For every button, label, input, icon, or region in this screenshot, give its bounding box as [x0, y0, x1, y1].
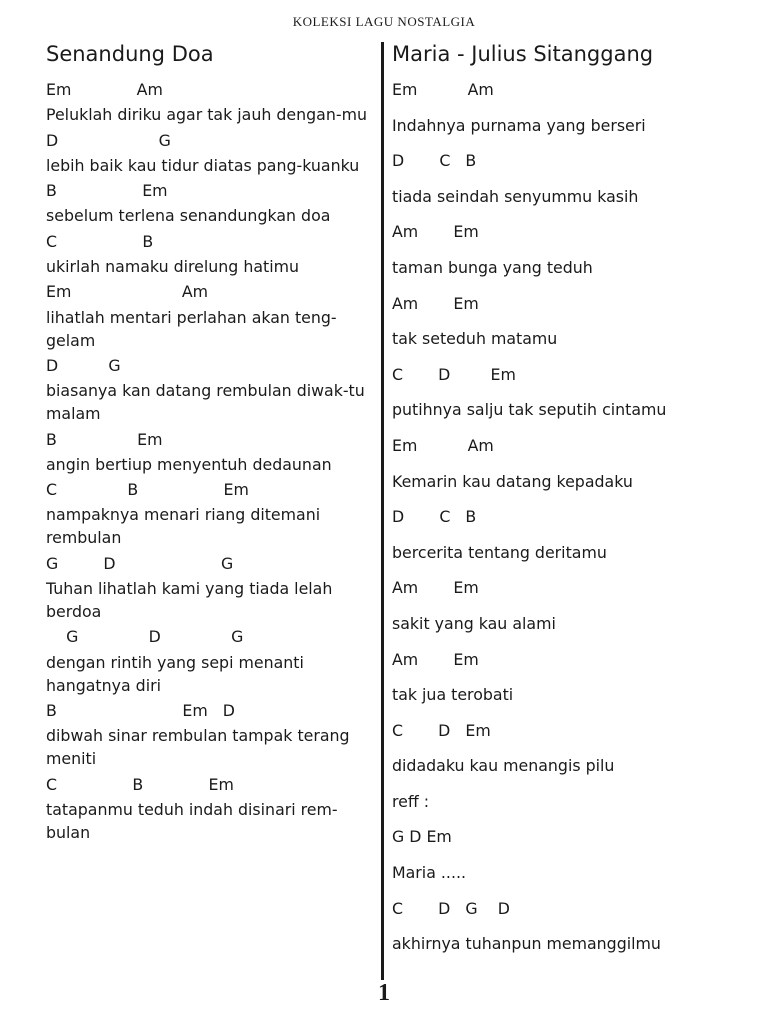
chord-line: C D Em	[392, 364, 516, 384]
chord-line: D G	[46, 355, 121, 375]
lyric-line: nampaknya menari riang ditemani rembulan	[46, 505, 321, 548]
chord-line: C B Em	[46, 480, 249, 500]
chord-line: Em Am	[392, 435, 494, 455]
chord-line: C D G D	[392, 898, 510, 918]
lyric-line: tatapanmu teduh indah disinari rem-bulan	[46, 799, 338, 842]
chord-line: B Em	[46, 181, 168, 201]
lyric-line: Tuhan lihatlah kami yang tiada lelah berdoa	[46, 579, 333, 622]
lyric-line: Maria .....	[392, 863, 467, 883]
left-song	[46, 40, 376, 845]
lyric-line: dengan rintih yang sepi menanti hangatnya diri	[46, 652, 304, 695]
left-song-title: Senandung Doa	[46, 42, 214, 66]
chord-line: G D Em	[392, 827, 452, 847]
lyric-line: taman bunga yang teduh	[392, 257, 593, 277]
column-divider	[381, 42, 384, 980]
chord-line: G D G	[46, 553, 234, 573]
lyric-line: putihnya salju tak seputih cintamu	[392, 400, 667, 420]
lyric-line: angin bertiup menyentuh dedaunan	[46, 454, 332, 474]
left-song-lines	[46, 77, 376, 844]
chord-line: Am Em	[392, 578, 479, 598]
lyric-line: ukirlah namaku direlung hatimu	[46, 257, 300, 277]
reff-label: reff :	[392, 791, 430, 811]
collection-header: KOLEKSI LAGU NOSTALGIA	[292, 14, 476, 29]
lyric-line: Indahnya purnama yang berseri	[392, 115, 646, 135]
chord-line: G D G	[46, 627, 244, 647]
lyric-line: lebih baik kau tidur diatas pang-kuanku	[46, 155, 360, 175]
chord-line: Am Em	[392, 649, 479, 669]
chord-line: D C B	[392, 151, 477, 171]
chord-line: D C B	[392, 507, 477, 527]
page-number: 1	[378, 980, 390, 1006]
lyric-line: tiada seindah senyummu kasih	[392, 186, 639, 206]
chord-line: B Em D	[46, 700, 235, 720]
chord-line: Em Am	[46, 80, 163, 99]
right-song-title: Maria - Julius Sitanggang	[392, 42, 654, 66]
chord-line: C D Em	[392, 720, 491, 740]
chord-line: Em Am	[46, 282, 209, 302]
right-song	[392, 40, 732, 967]
lyric-line: lihatlah mentari perlahan akan teng-gelam	[46, 307, 337, 350]
lyric-line: sakit yang kau alami	[392, 613, 556, 633]
chord-line: D G	[46, 130, 171, 150]
chord-line: C B Em	[46, 774, 234, 794]
lyric-line: Peluklah diriku agar tak jauh dengan-mu	[46, 105, 367, 125]
lyric-line: tak jua terobati	[392, 685, 514, 705]
lyric-line: bercerita tentang deritamu	[392, 542, 607, 562]
chord-line: Am Em	[392, 222, 479, 242]
lyric-line: sebelum terlena senandungkan doa	[46, 206, 331, 226]
lyric-line: didadaku kau menangis pilu	[392, 756, 615, 776]
chord-line: C B	[46, 231, 154, 251]
chord-line: Em Am	[392, 80, 494, 99]
chord-line: B Em	[46, 429, 163, 449]
lyric-line: biasanya kan datang rembulan diwak-tu malam	[46, 381, 365, 424]
lyric-line: dibwah sinar rembulan tampak terang meniti	[46, 726, 350, 769]
lyric-line: Kemarin kau datang kepadaku	[392, 471, 633, 491]
lyric-line: akhirnya tuhanpun memanggilmu	[392, 934, 661, 954]
right-song-lines	[392, 77, 732, 956]
lyric-line: tak seteduh matamu	[392, 329, 558, 349]
chord-line: Am Em	[392, 293, 479, 313]
